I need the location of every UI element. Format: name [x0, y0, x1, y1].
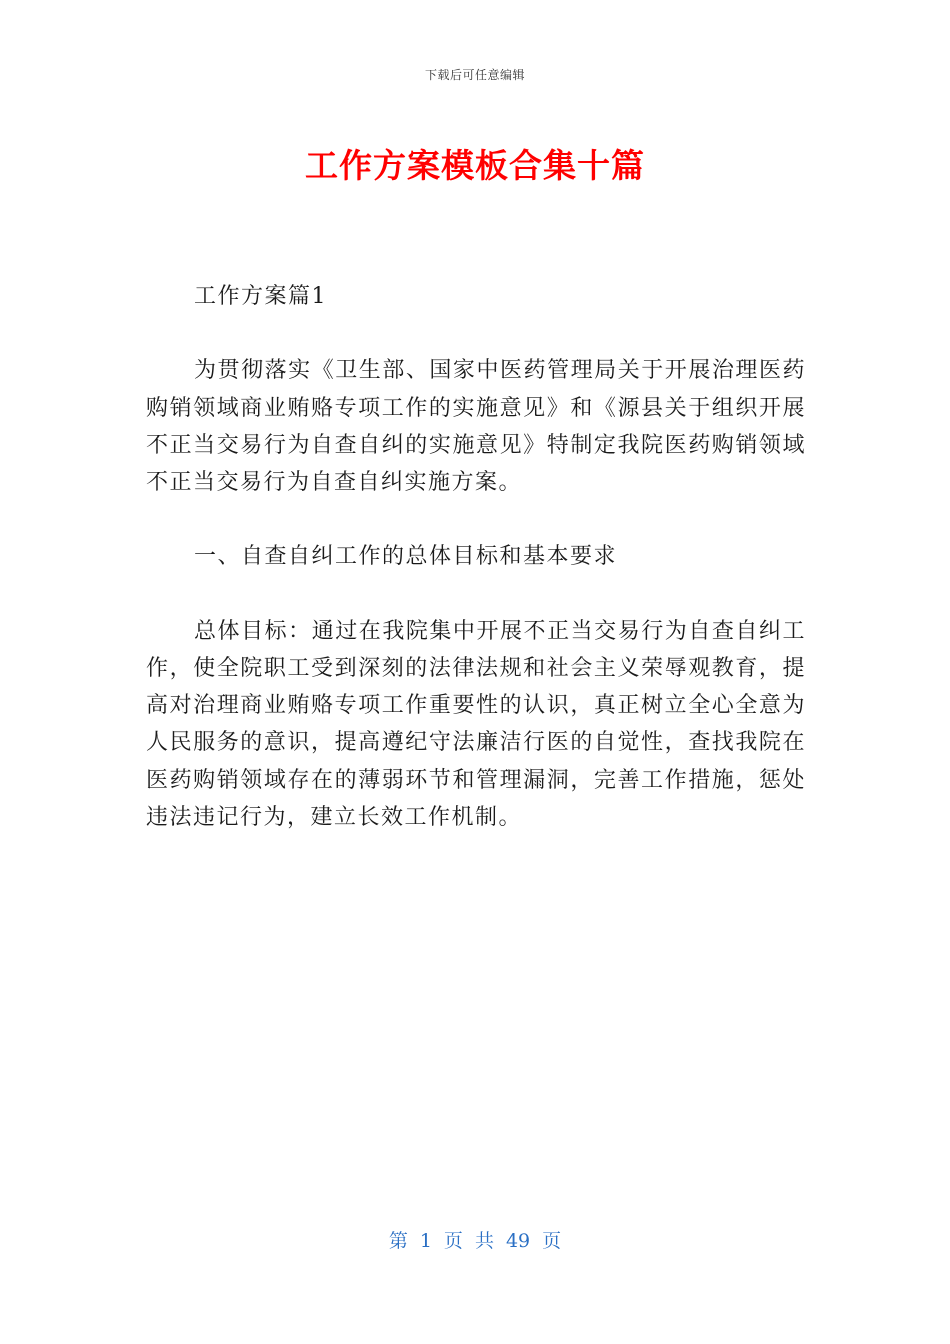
body-paragraph: 为贯彻落实《卫生部、国家中医药管理局关于开展治理医药购销领域商业贿赂专项工作的实施意见》和《源县关于组织开展不正当交易行为自查自纠的实施意见》特制定我院医药购销领域不正当交易行为自查自纠实施方案。 — [146, 358, 806, 495]
header-note: 下载后可任意编辑 — [424, 68, 525, 82]
footer-suffix: 页 — [542, 1230, 562, 1252]
document-title: 工作方案模板合集十篇 — [305, 146, 645, 185]
document-body — [146, 278, 806, 873]
footer-prefix: 第 — [388, 1230, 408, 1252]
body-paragraph: 总体目标：通过在我院集中开展不正当交易行为自查自纠工作，使全院职工受到深刻的法律法规和社会主义荣辱观教育，提高对治理商业贿赂专项工作重要性的认识，真正树立全心全意为人民服务的意识，提高遵纪守法廉洁行医的自觉性，查找我院在医药购销领域存在的薄弱环节和管理漏洞，完善工作措施，惩处违法违记行为，建立长效工作机制。 — [146, 618, 806, 830]
page-footer — [0, 1226, 950, 1253]
current-page-number: 1 — [419, 1230, 432, 1252]
total-pages: 49 — [505, 1230, 531, 1252]
footer-middle: 页 共 — [443, 1230, 494, 1252]
section-heading: 工作方案篇1 — [194, 284, 327, 309]
subsection-heading: 一、自查自纠工作的总体目标和基本要求 — [194, 544, 618, 570]
